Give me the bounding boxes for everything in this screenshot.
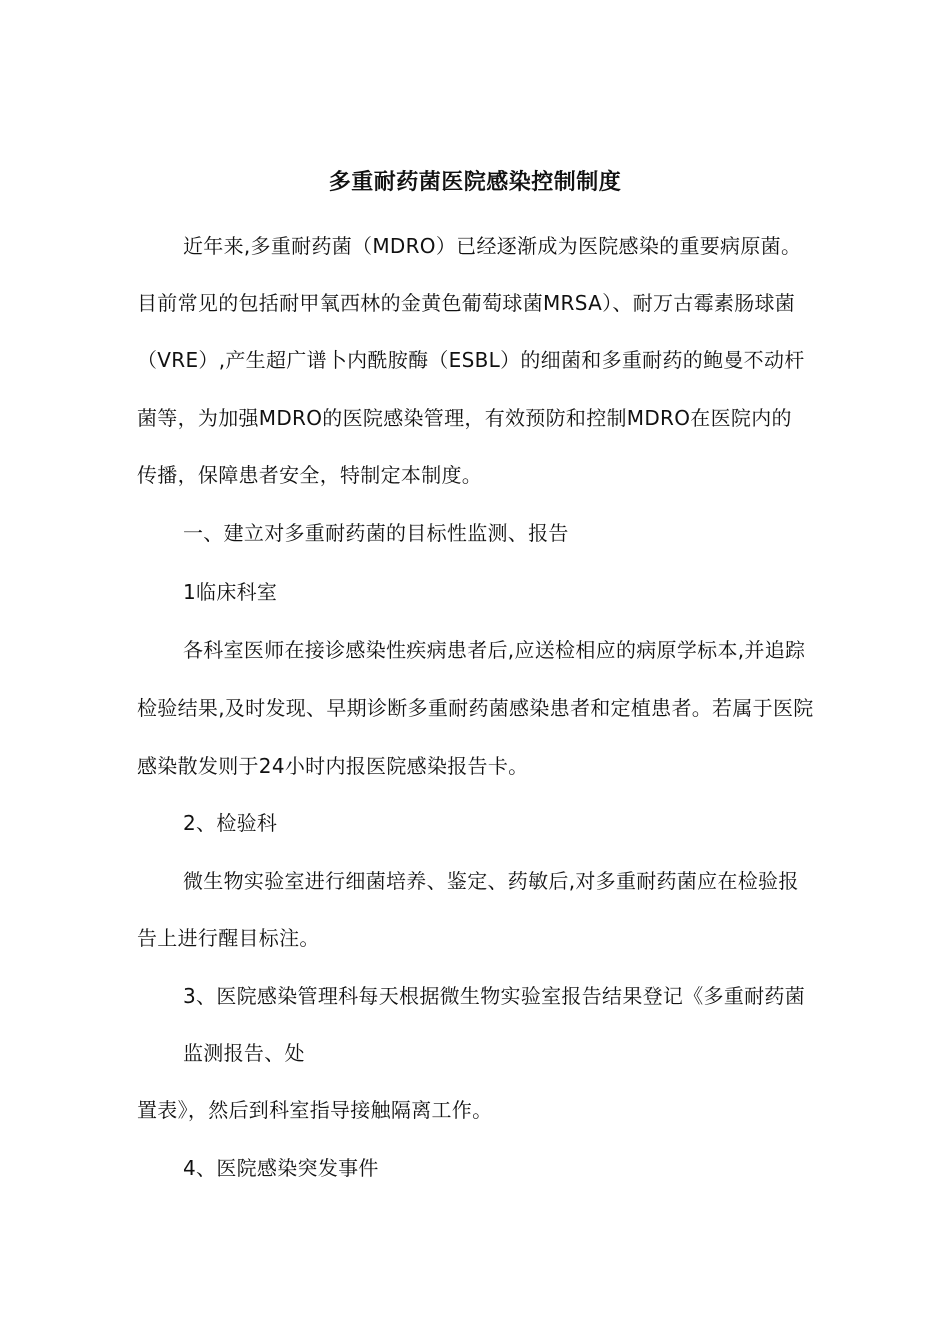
paragraph-line: 检验结果,及时发现、早期诊断多重耐药菌感染患者和定植患者。若属于医院 xyxy=(137,696,814,720)
paragraph-line: 菌等，为加强MDRO的医院感染管理，有效预防和控制MDRO在医院内的 xyxy=(137,406,792,430)
paragraph-line: 3、医院感染管理科每天根据微生物实验室报告结果登记《多重耐药菌 xyxy=(183,984,806,1008)
paragraph-line: 近年来,多重耐药菌（MDRO）已经逐渐成为医院感染的重要病原菌。 xyxy=(183,234,802,258)
paragraph-line: 监测报告、处 xyxy=(183,1041,305,1065)
section-heading: 一、建立对多重耐药菌的目标性监测、报告 xyxy=(183,521,569,545)
subsection-heading: 2、检验科 xyxy=(183,811,278,835)
paragraph-line: 微生物实验室进行细菌培养、鉴定、药敏后,对多重耐药菌应在检验报 xyxy=(183,869,799,893)
paragraph-line: 各科室医师在接诊感染性疾病患者后,应送检相应的病原学标本,并追踪 xyxy=(183,638,806,662)
subsection-heading: 4、医院感染突发事件 xyxy=(183,1156,379,1180)
paragraph-line: （VRE）,产生超广谱卜内酰胺酶（ESBL）的细菌和多重耐药的鲍曼不动杆 xyxy=(137,348,805,372)
paragraph-line: 置表》，然后到科室指导接触隔离工作。 xyxy=(137,1098,493,1122)
subsection-heading: 1临床科室 xyxy=(183,580,278,604)
paragraph-line: 感染散发则于24小时内报医院感染报告卡。 xyxy=(137,754,529,778)
paragraph-line: 传播，保障患者安全，特制定本制度。 xyxy=(137,463,483,487)
document-title: 多重耐药菌医院感染控制制度 xyxy=(328,170,622,195)
paragraph-line: 告上进行醒目标注。 xyxy=(137,926,320,950)
paragraph-line: 目前常见的包括耐甲氧西林的金黄色葡萄球菌MRSA）、耐万古霉素肠球菌 xyxy=(137,291,796,315)
